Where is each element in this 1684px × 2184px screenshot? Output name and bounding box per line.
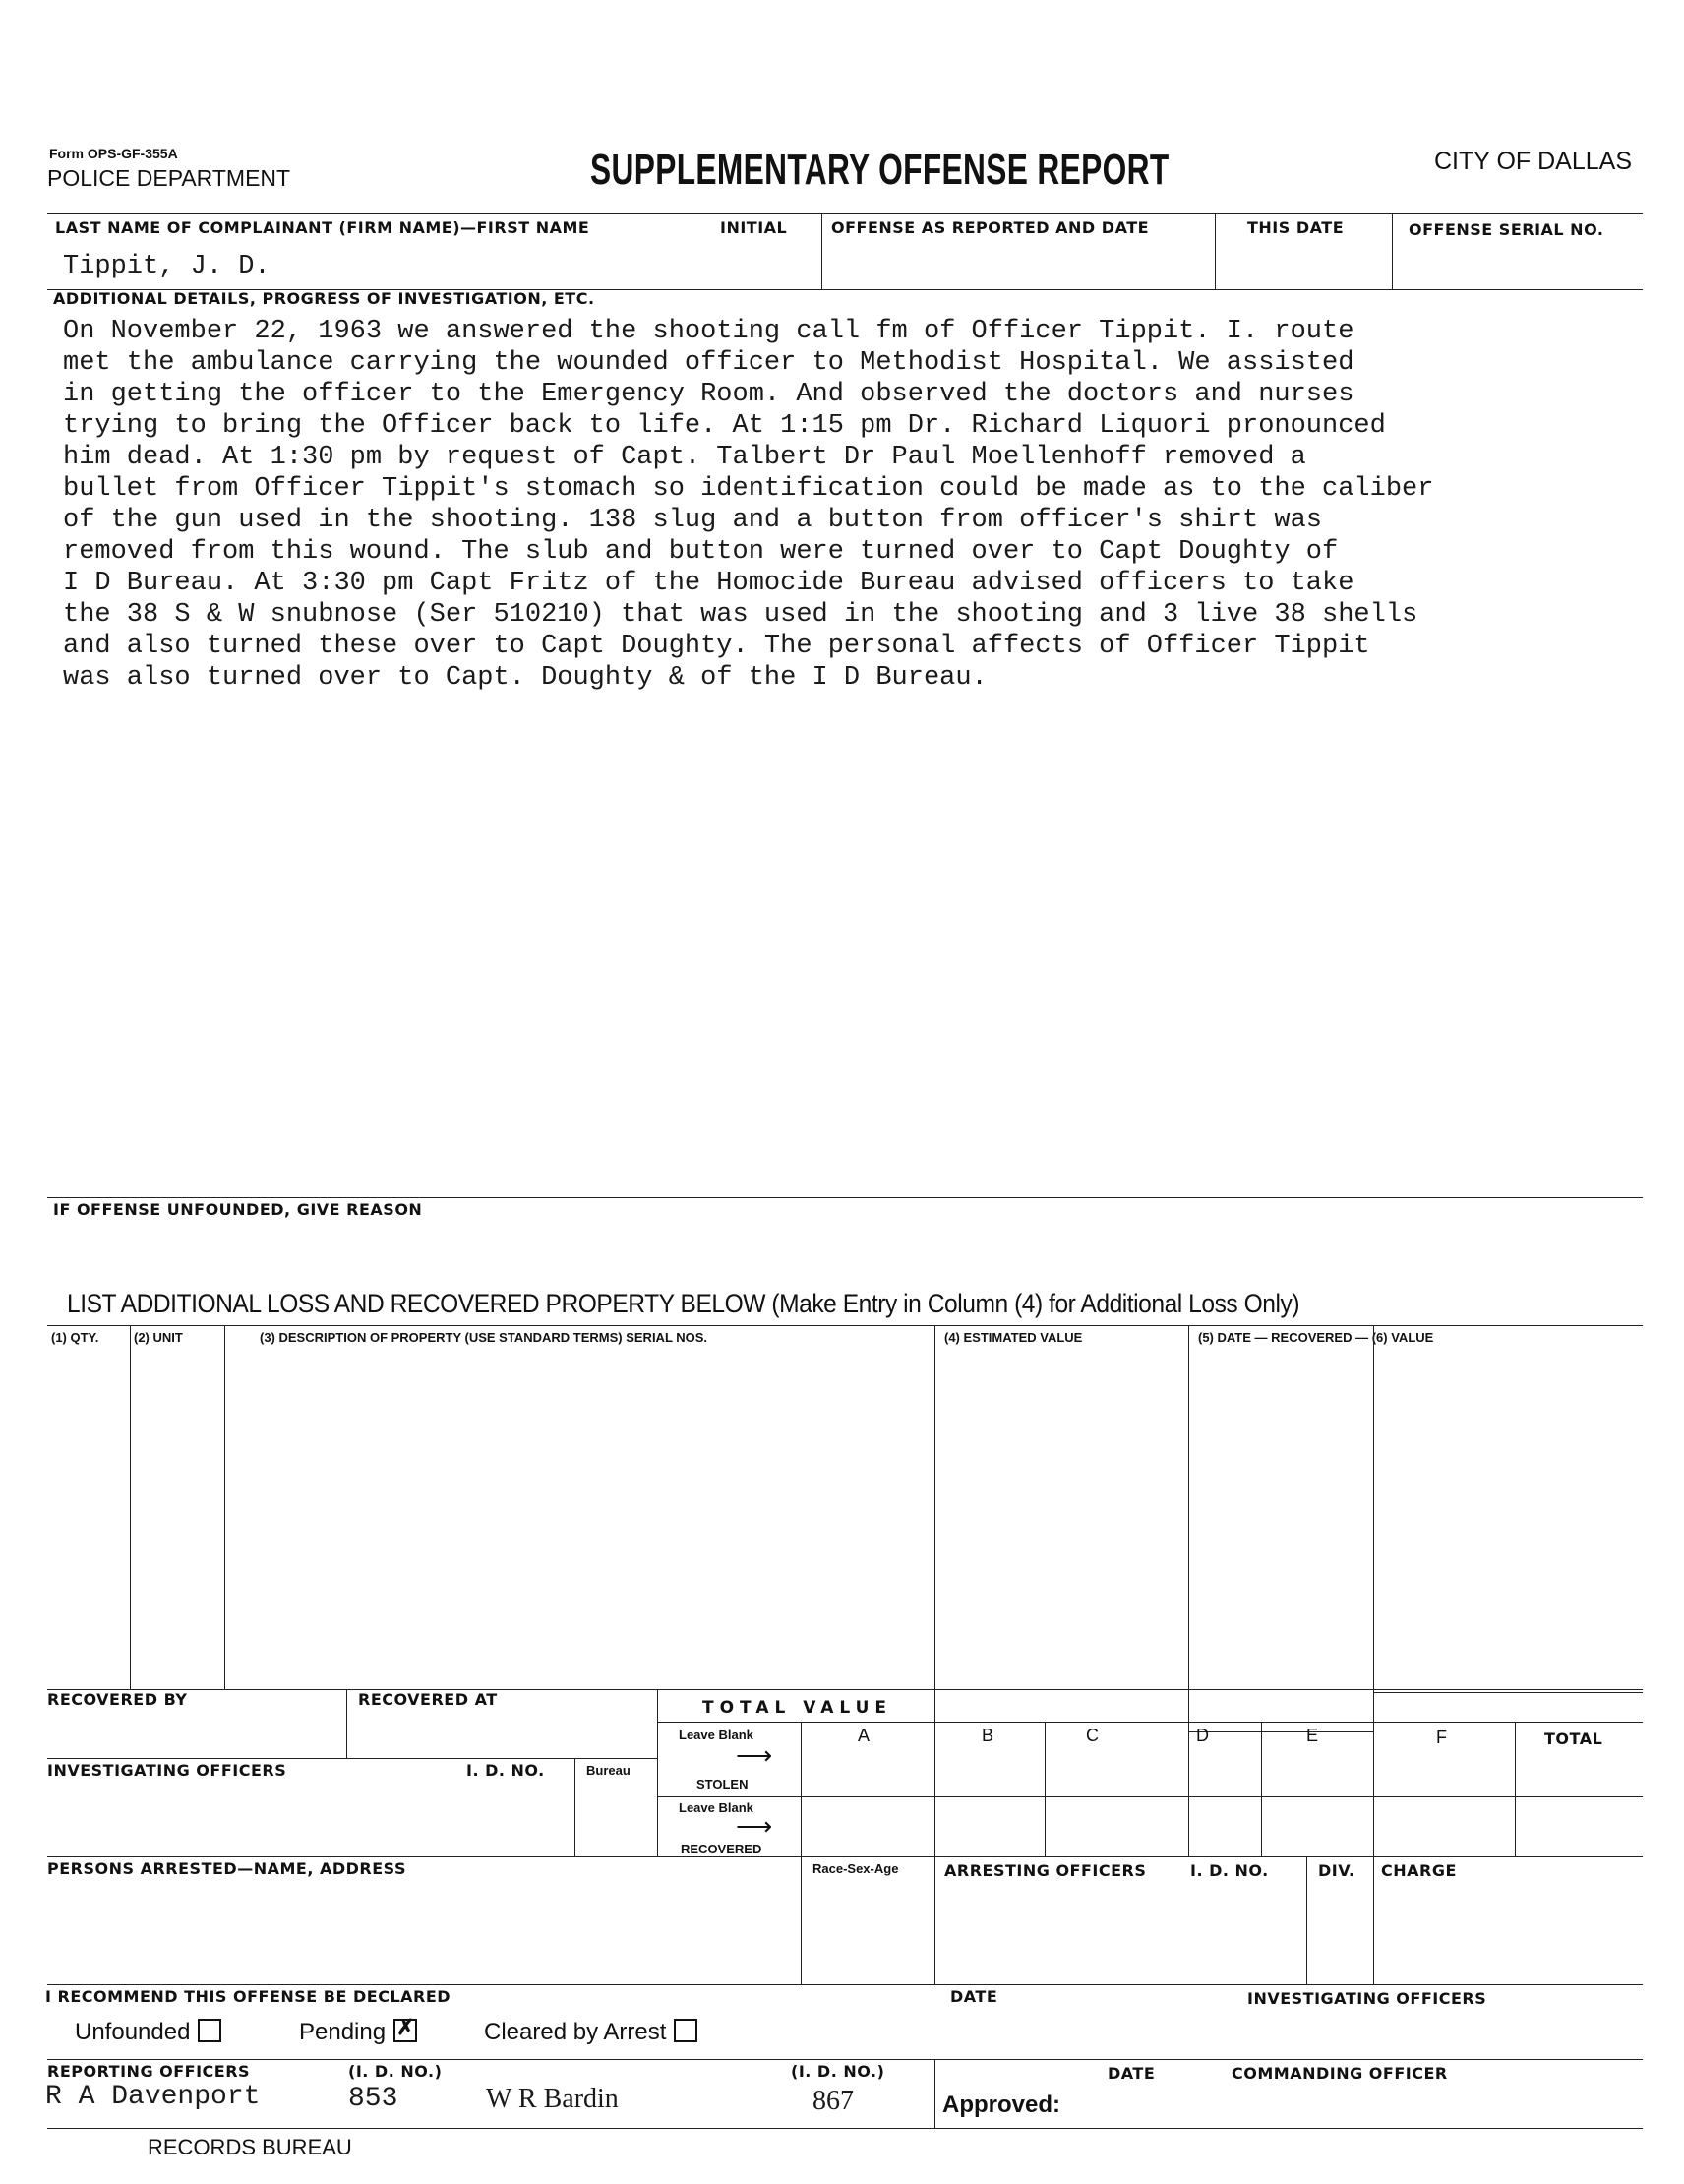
investigating-id-label: I. D. NO. xyxy=(466,1761,545,1780)
rule xyxy=(657,1722,1643,1723)
col-f-label: F xyxy=(1436,1728,1447,1747)
report-title: SUPPLEMENTARY OFFENSE REPORT xyxy=(590,146,1170,194)
details-line: him dead. At 1:30 pm by request of Capt. Talbert Dr Paul Moellenhoff removed a xyxy=(63,443,1306,472)
commanding-officer-label: COMMANDING OFFICER xyxy=(1232,2064,1448,2083)
pending-option[interactable] xyxy=(299,2015,417,2046)
city-name: CITY OF DALLAS xyxy=(1434,148,1632,175)
rule xyxy=(821,213,822,289)
bureau-label: Bureau xyxy=(586,1763,631,1778)
details-line: and also turned these over to Capt Doughty. The personal affects of Officer Tippit xyxy=(63,632,1370,661)
col-d-label: D xyxy=(1196,1726,1209,1745)
details-label: ADDITIONAL DETAILS, PROGRESS OF INVESTIGATION, ETC. xyxy=(53,289,595,308)
this-date-label: THIS DATE xyxy=(1247,218,1345,237)
investigating-officers-label: INVESTIGATING OFFICERS xyxy=(47,1761,287,1780)
details-line: the 38 S & W snubnose (Ser 510210) that was used in the shooting and 3 live 38 shells xyxy=(63,600,1418,630)
unfounded-option-label: Unfounded xyxy=(75,2019,191,2045)
reporting-officer-2: W R Bardin xyxy=(486,2084,619,2114)
rule xyxy=(657,1689,658,1856)
details-line: met the ambulance carrying the wounded officer to Methodist Hospital. We assisted xyxy=(63,348,1354,378)
col-a-label: A xyxy=(858,1726,871,1745)
details-line: removed from this wound. The slub and button were turned over to Capt Doughty of xyxy=(63,537,1339,567)
reporting-officer-1-id: 853 xyxy=(348,2084,398,2114)
recommend-date-label: DATE xyxy=(950,1987,998,2006)
pending-checkbox[interactable] xyxy=(393,2015,417,2042)
rule xyxy=(346,1689,347,1758)
leave-blank-label: Leave Blank xyxy=(679,1800,753,1815)
rule xyxy=(47,1984,1643,1985)
unfounded-checkbox[interactable] xyxy=(198,2019,221,2042)
complainant-name-value: Tippit, J. D. xyxy=(63,252,271,281)
rule xyxy=(1188,1731,1373,1732)
col-recovered-label: (5) DATE — RECOVERED — (6) VALUE xyxy=(1198,1330,1434,1345)
div-label: DIV. xyxy=(1318,1861,1355,1880)
rule xyxy=(47,1758,657,1759)
details-line: On November 22, 1963 we answered the shooting call fm of Officer Tippit. I. route xyxy=(63,317,1354,346)
col-b-label: B xyxy=(982,1726,994,1745)
col-estimated-value-label: (4) ESTIMATED VALUE xyxy=(944,1330,1083,1345)
rule xyxy=(934,2059,935,2128)
pending-option-label: Pending xyxy=(299,2019,387,2045)
arrow-right-icon: ⟶ xyxy=(736,1811,773,1841)
rule xyxy=(1515,1722,1516,1856)
initial-label: INITIAL xyxy=(720,218,788,237)
rule xyxy=(1306,1856,1307,1984)
reporting-officers-label: REPORTING OFFICERS xyxy=(47,2062,251,2081)
unfounded-reason-label: IF OFFENSE UNFOUNDED, GIVE REASON xyxy=(53,1200,423,1219)
rule xyxy=(801,1856,802,1984)
details-line: I D Bureau. At 3:30 pm Capt Fritz of the Homocide Bureau advised officers to take xyxy=(63,569,1354,598)
rule xyxy=(1261,1722,1262,1856)
rule xyxy=(1215,213,1216,289)
details-line: in getting the officer to the Emergency Room. And observed the doctors and nurses xyxy=(63,380,1354,409)
rule xyxy=(1373,1325,1374,1935)
rule xyxy=(47,1325,1643,1326)
reporting-officer-1: R A Davenport xyxy=(45,2082,261,2112)
rule xyxy=(47,2059,1643,2060)
charge-label: CHARGE xyxy=(1381,1861,1457,1880)
approved-label: Approved: xyxy=(942,2092,1060,2118)
details-line: of the gun used in the shooting. 138 slug and a button from officer's shirt was xyxy=(63,506,1323,535)
col-c-label: C xyxy=(1086,1726,1099,1745)
cleared-option[interactable] xyxy=(484,2019,697,2046)
rule xyxy=(130,1325,131,1689)
arresting-id-label: I. D. NO. xyxy=(1190,1861,1269,1880)
details-line: was also turned over to Capt. Doughty & of the I D Bureau. xyxy=(63,663,988,693)
complainant-name-label: LAST NAME OF COMPLAINANT (FIRM NAME)—FIRST NAME xyxy=(55,218,590,237)
rule xyxy=(934,1856,935,1984)
arresting-officers-label: ARRESTING OFFICERS xyxy=(944,1861,1147,1880)
rule xyxy=(47,213,1643,214)
check-mark-icon: ✗ xyxy=(396,2015,415,2039)
rule xyxy=(47,1689,1643,1690)
rule xyxy=(47,1856,1643,1857)
department-name: POLICE DEPARTMENT xyxy=(47,165,291,191)
rule xyxy=(1392,213,1393,289)
total-value-label: TOTAL VALUE xyxy=(702,1698,893,1718)
records-bureau-label: RECORDS BUREAU xyxy=(148,2135,352,2159)
rule xyxy=(657,1796,1643,1797)
arrow-right-icon: ⟶ xyxy=(736,1740,773,1770)
offense-serial-label: OFFENSE SERIAL NO. xyxy=(1409,220,1604,239)
col-qty-label: (1) QTY. xyxy=(51,1330,99,1345)
recovered-at-label: RECOVERED AT xyxy=(358,1690,498,1709)
rule xyxy=(574,1758,575,1856)
form-number: Form OPS-GF-355A xyxy=(49,146,178,161)
rule xyxy=(801,1722,802,1856)
recovered-by-label: RECOVERED BY xyxy=(47,1690,188,1709)
details-line: trying to bring the Officer back to life. At 1:15 pm Dr. Richard Liquori pronounced xyxy=(63,411,1386,441)
rule xyxy=(47,2128,1643,2129)
details-line: bullet from Officer Tippit's stomach so identification could be made as to the caliber xyxy=(63,474,1434,504)
cleared-checkbox[interactable] xyxy=(674,2019,697,2042)
recommend-investigating-label: INVESTIGATING OFFICERS xyxy=(1247,1989,1487,2008)
rule xyxy=(224,1325,225,1689)
reporting-id1-label: (I. D. NO.) xyxy=(348,2062,443,2081)
race-sex-age-label: Race-Sex-Age xyxy=(812,1861,899,1876)
property-heading: LIST ADDITIONAL LOSS AND RECOVERED PROPERTY BELOW (Make Entry in Column (4) for Additional Loss Only) xyxy=(67,1289,1300,1318)
total-label: TOTAL xyxy=(1544,1729,1603,1748)
reporting-date-label: DATE xyxy=(1108,2064,1156,2083)
col-e-label: E xyxy=(1306,1726,1319,1745)
col-unit-label: (2) UNIT xyxy=(134,1330,183,1345)
rule xyxy=(934,1325,935,1935)
reporting-id2-label: (I. D. NO.) xyxy=(791,2062,885,2081)
col-description-label: (3) DESCRIPTION OF PROPERTY (USE STANDARD TERMS) SERIAL NOS. xyxy=(260,1330,708,1345)
offense-reported-label: OFFENSE AS REPORTED AND DATE xyxy=(831,218,1150,237)
rule xyxy=(1045,1722,1046,1856)
recovered-label: RECOVERED xyxy=(681,1842,762,1856)
rule xyxy=(1373,1856,1374,1984)
rule xyxy=(1373,1692,1643,1693)
cleared-option-label: Cleared by Arrest xyxy=(484,2019,667,2045)
rule xyxy=(1188,1325,1189,1856)
recommend-label: I RECOMMEND THIS OFFENSE BE DECLARED xyxy=(45,1987,451,2006)
rule xyxy=(47,1197,1643,1198)
reporting-officer-2-id: 867 xyxy=(812,2086,854,2116)
persons-arrested-label: PERSONS ARRESTED—NAME, ADDRESS xyxy=(47,1859,406,1878)
leave-blank-label: Leave Blank xyxy=(679,1728,753,1742)
stolen-label: STOLEN xyxy=(696,1777,749,1791)
unfounded-option[interactable] xyxy=(75,2019,221,2046)
